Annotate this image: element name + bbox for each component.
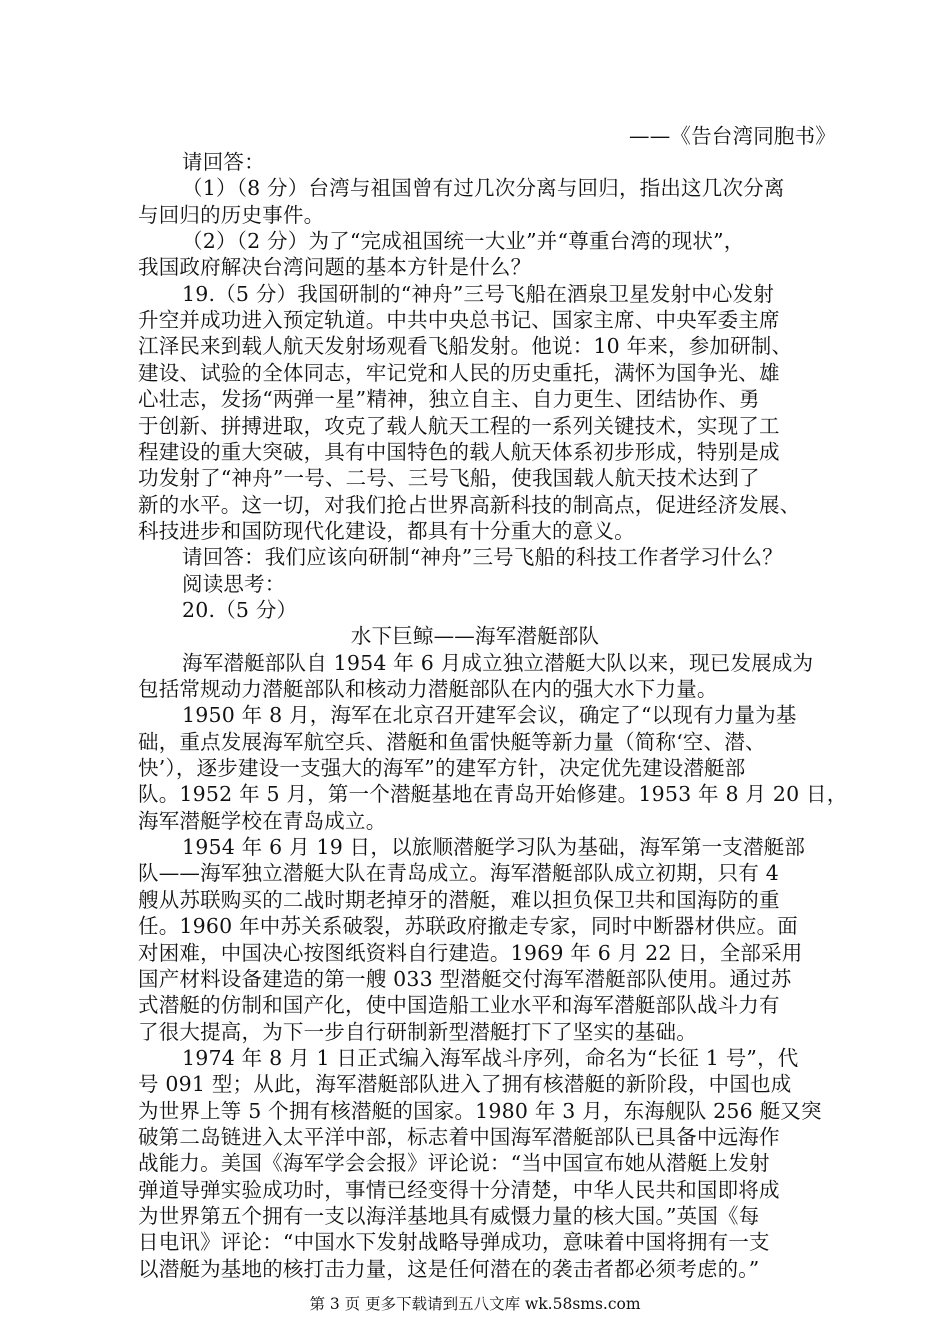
text-line: 国产材料设备建造的第一艘 033 型潜艇交付海军潜艇部队使用。通过苏 bbox=[138, 966, 792, 991]
source-attribution: ——《告台湾同胞书》 bbox=[629, 124, 836, 148]
text-line: 日电讯》评论：“中国水下发射战略导弹成功，意味着中国将拥有一支 bbox=[138, 1230, 770, 1255]
text-line: 1974 年 8 月 1 日正式编入海军战斗序列，命名为“长征 1 号”，代 bbox=[182, 1045, 799, 1070]
text-line: 础，重点发展海军航空兵、潜艇和鱼雷快艇等新力量（简称‘空、潜、 bbox=[138, 729, 766, 754]
text-line: 式潜艇的仿制和国产化，使中国造船工业水平和海军潜艇部队战斗力有 bbox=[138, 993, 780, 1018]
text-line: （2）（2 分）为了“完成祖国统一大业”并“尊重台湾的现状”， bbox=[182, 229, 745, 254]
section-heading: 水下巨鲸——海军潜艇部队 bbox=[350, 624, 600, 649]
text-line: 升空并成功进入预定轨道。中共中央总书记、国家主席、中央军委主席 bbox=[138, 308, 780, 333]
text-line: 1954 年 6 月 19 日，以旅顺潜艇学习队为基础，海军第一支潜艇部 bbox=[182, 835, 806, 860]
text-line: 功发射了“神舟”一号、二号、三号飞船，使我国载人航天技术达到了 bbox=[138, 466, 760, 491]
text-line: 建设、试验的全体同志，牢记党和人民的历史重托，满怀为国争光、雄 bbox=[138, 360, 780, 385]
text-line: 号 091 型；从此，海军潜艇部队进入了拥有核潜艇的新阶段，中国也成 bbox=[138, 1072, 792, 1097]
text-line: 艘从苏联购买的二战时期老掉牙的潜艇，难以担负保卫共和国海防的重 bbox=[138, 887, 780, 912]
text-line: 请回答：我们应该向研制“神舟”三号飞船的科技工作者学习什么？ bbox=[182, 545, 783, 570]
text-line: 海军潜艇部队自 1954 年 6 月成立独立潜艇大队以来，现已发展成为 bbox=[182, 650, 814, 675]
text-line: 1950 年 8 月，海军在北京召开建军会议，确定了“以现有力量为基 bbox=[182, 703, 797, 728]
text-line: 19.（5 分）我国研制的“神舟”三号飞船在酒泉卫星发射中心发射 bbox=[182, 281, 775, 306]
text-line: 我国政府解决台湾问题的基本方针是什么？ bbox=[138, 255, 532, 280]
text-line: 战能力。美国《海军学会会报》评论说：“当中国宣布她从潜艇上发射 bbox=[138, 1151, 770, 1176]
text-line: 科技进步和国防现代化建设，都具有十分重大的意义。 bbox=[138, 518, 635, 543]
text-line: 快’），逐步建设一支强大的海军”的建军方针，决定优先建设潜艇部 bbox=[138, 756, 746, 781]
text-line: 程建设的重大突破，具有中国特色的载人航天体系初步形成，特别是成 bbox=[138, 439, 780, 464]
text-line: 心壮志，发扬“两弹一星”精神，独立自主、自力更生、团结协作、勇 bbox=[138, 387, 760, 412]
text-line: 为世界上等 5 个拥有核潜艇的国家。1980 年 3 月，东海舰队 256 艇又突 bbox=[138, 1098, 822, 1123]
text-line: 弹道导弹实验成功时，事情已经变得十分清楚，中华人民共和国即将成 bbox=[138, 1177, 780, 1202]
text-line: 包括常规动力潜艇部队和核动力潜艇部队在内的强大水下力量。 bbox=[138, 677, 718, 701]
text-line: 破第二岛链进入太平洋中部，标志着中国海军潜艇部队已具备中远海作 bbox=[138, 1124, 780, 1149]
text-line: 于创新、拼搏进取，攻克了载人航天工程的一系列关键技术，实现了工 bbox=[138, 413, 780, 438]
text-line: 队。1952 年 5 月，第一个潜艇基地在青岛开始修建。1953 年 8 月 20 日， bbox=[138, 782, 848, 807]
text-line: 队——海军独立潜艇大队在青岛成立。海军潜艇部队成立初期，只有 4 bbox=[138, 861, 779, 886]
text-line: 海军潜艇学校在青岛成立。 bbox=[138, 808, 387, 833]
text-line: 请回答： bbox=[182, 150, 265, 174]
text-line: 20.（5 分） bbox=[182, 597, 298, 622]
text-line: 以潜艇为基地的核打击力量，这是任何潜在的袭击者都必须考虑的。” bbox=[138, 1256, 760, 1281]
text-line: 阅读思考： bbox=[182, 571, 286, 596]
text-line: 新的水平。这一切，对我们抢占世界高新科技的制高点，促进经济发展、 bbox=[138, 492, 801, 517]
page-footer: 第 3 页 更多下载请到五八文库 wk.58sms.com bbox=[309, 1295, 641, 1313]
text-line: 为世界第五个拥有一支以海洋基地具有威慑力量的核大国。”英国《每 bbox=[138, 1204, 760, 1228]
text-line: 江泽民来到载人航天发射场观看飞船发射。他说：10 年来，参加研制、 bbox=[138, 334, 793, 359]
text-line: 与回归的历史事件。 bbox=[138, 202, 325, 227]
text-line: 任。1960 年中苏关系破裂，苏联政府撤走专家，同时中断器材供应。面 bbox=[138, 914, 798, 939]
text-line: 对困难，中国决心按图纸资料自行建造。1969 年 6 月 22 日，全部采用 bbox=[138, 940, 803, 965]
text-line: 了很大提高，为下一步自行研制新型潜艇打下了坚实的基础。 bbox=[138, 1019, 697, 1044]
text-line: （1）（8 分）台湾与祖国曾有过几次分离与回归，指出这几次分离 bbox=[182, 176, 785, 201]
